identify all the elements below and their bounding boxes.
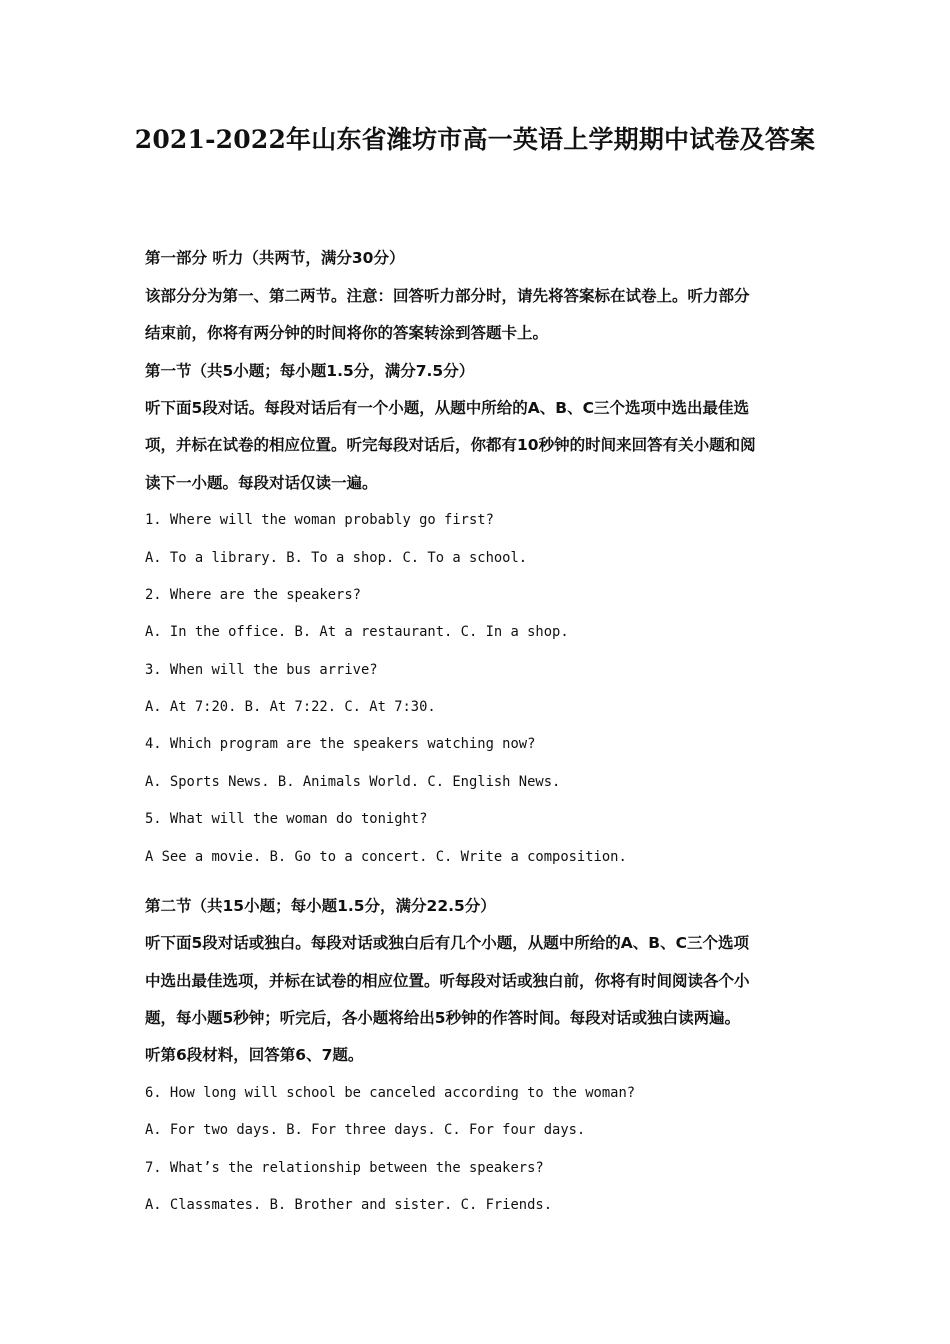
question-6: 6. How long will school be canceled according to the woman? (145, 1085, 636, 1101)
part1-intro-line: 结束前，你将有两分钟的时间将你的答案转涂到答题卡上。 (145, 324, 549, 342)
question-7-options: A. Classmates. B. Brother and sister. C. Friends. (145, 1197, 553, 1213)
question-4: 4. Which program are the speakers watching now? (145, 736, 536, 752)
section2-heading: 第二节（共15小题；每小题1.5分，满分22.5分） (145, 897, 496, 915)
part1-heading: 第一部分 听力（共两节，满分30分） (145, 249, 405, 267)
question-5-options: A See a movie. B. Go to a concert. C. Write a composition. (145, 849, 627, 865)
question-3: 3. When will the bus arrive? (145, 662, 378, 678)
section2-intro-line: 中选出最佳选项，并标在试卷的相应位置。听每段对话或独白前，你将有时间阅读各个小 (145, 972, 750, 990)
section1-intro-line: 听下面5段对话。每段对话后有一个小题，从题中所给的A、B、C三个选项中选出最佳选 (145, 399, 749, 417)
section1-intro-line: 读下一小题。每段对话仅读一遍。 (145, 474, 378, 492)
section1-intro-line: 项，并标在试卷的相应位置。听完每段对话后，你都有10秒钟的时间来回答有关小题和阅 (145, 436, 756, 454)
section1-heading: 第一节（共5小题；每小题1.5分，满分7.5分） (145, 362, 475, 380)
page-title: 2021-2022年山东省潍坊市高一英语上学期期中试卷及答案 (134, 125, 816, 154)
question-4-options: A. Sports News. B. Animals World. C. English News. (145, 774, 561, 790)
material-6-heading: 听第6段材料，回答第6、7题。 (145, 1046, 364, 1064)
question-5: 5. What will the woman do tonight? (145, 811, 428, 827)
part1-intro-line: 该部分分为第一、第二两节。注意：回答听力部分时，请先将答案标在试卷上。听力部分 (145, 287, 750, 305)
question-7: 7. What’s the relationship between the speakers? (145, 1160, 544, 1176)
question-1-options: A. To a library. B. To a shop. C. To a school. (145, 550, 528, 566)
section2-intro-line: 题，每小题5秒钟；听完后，各小题将给出5秒钟的作答时间。每段对话或独白读两遍。 (145, 1009, 741, 1027)
question-1: 1. Where will the woman probably go first? (145, 512, 494, 528)
question-6-options: A. For two days. B. For three days. C. For four days. (145, 1122, 586, 1138)
question-2: 2. Where are the speakers? (145, 587, 361, 603)
question-2-options: A. In the office. B. At a restaurant. C. In a shop. (145, 624, 569, 640)
section2-intro-line: 听下面5段对话或独白。每段对话或独白后有几个小题，从题中所给的A、B、C三个选项 (145, 934, 749, 952)
question-3-options: A. At 7:20. B. At 7:22. C. At 7:30. (145, 699, 436, 715)
